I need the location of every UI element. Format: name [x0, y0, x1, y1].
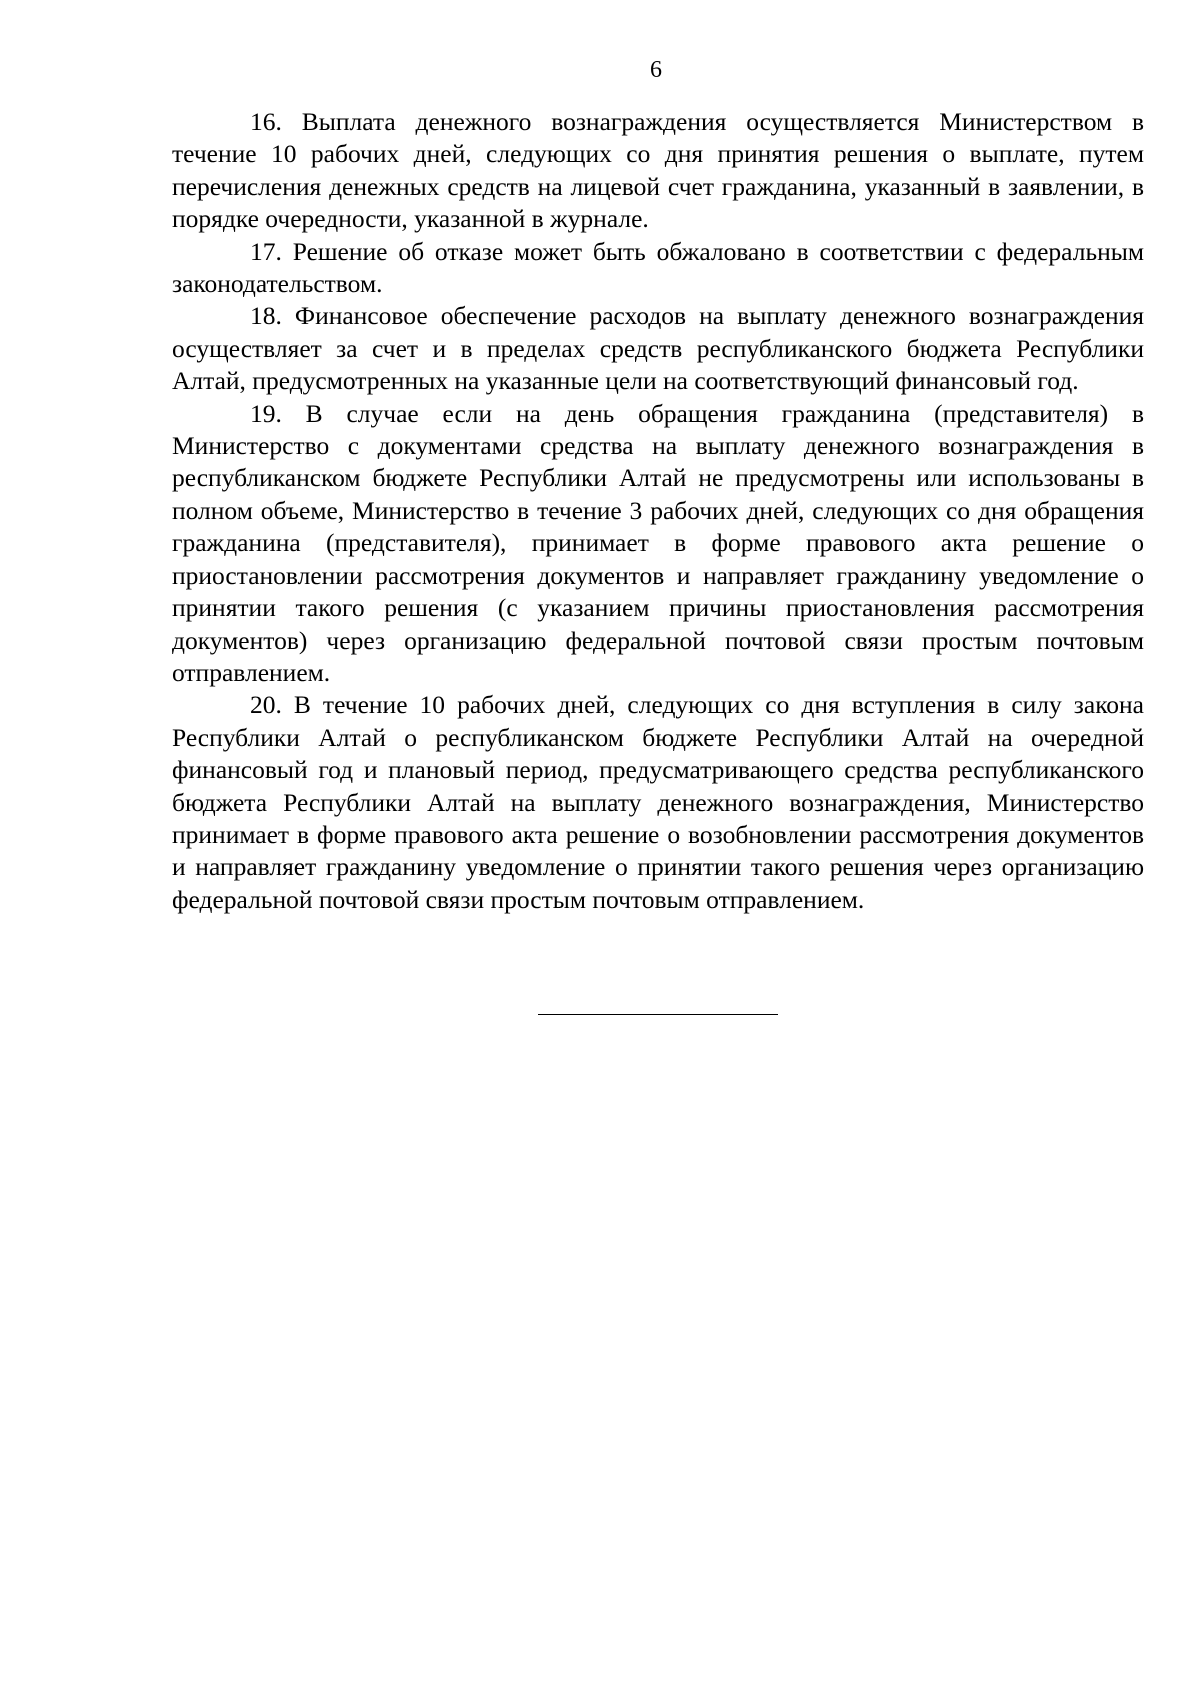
paragraph-20: 20. В течение 10 рабочих дней, следующих со дня вступления в силу закона Республики Алтай о республиканском бюджете Республики Алтай на очередной финансовый год и плановый период, предусматривающего средства республиканского бюджета Республики Алтай на выплату денежного вознаграждения, Министерство принимает в форме правового акта решение о возобновлении рассмотрения документов и направляет гражданину уведомление о принятии такого решения через организацию федеральной почтовой связи простым почтовым отправлением. [172, 690, 1144, 914]
document-body [172, 106, 1144, 916]
paragraph-16: 16. Выплата денежного вознаграждения осуществляется Министерством в течение 10 рабочих дней, следующих со дня принятия решения о выплате, путем перечисления денежных средств на лицевой счет гражданина, указанный в заявлении, в порядке очередности, указанной в журнале. [172, 107, 1144, 234]
paragraph-19: 19. В случае если на день обращения гражданина (представителя) в Министерство с документами средства на выплату денежного вознаграждения в республиканском бюджете Республики Алтай не предусмотрены или использованы в полном объеме, Министерство в течение 3 рабочих дней, следующих со дня обращения гражданина (представителя), принимает в форме правового акта решение о приостановлении рассмотрения документов и направляет гражданину уведомление о принятии такого решения (с указанием причины приостановления рассмотрения документов) через организацию федеральной почтовой связи простым почтовым отправлением. [172, 398, 1144, 687]
paragraph-17: 17. Решение об отказе может быть обжаловано в соответствии с федеральным законодательством. [172, 236, 1144, 299]
paragraph-18: 18. Финансовое обеспечение расходов на выплату денежного вознаграждения осуществляет за счет и в пределах средств республиканского бюджета Республики Алтай, предусмотренных на указанные цели на соответствующий финансовый год. [172, 301, 1144, 396]
page-number: 6 [650, 57, 662, 83]
end-of-text-divider [538, 1014, 778, 1015]
